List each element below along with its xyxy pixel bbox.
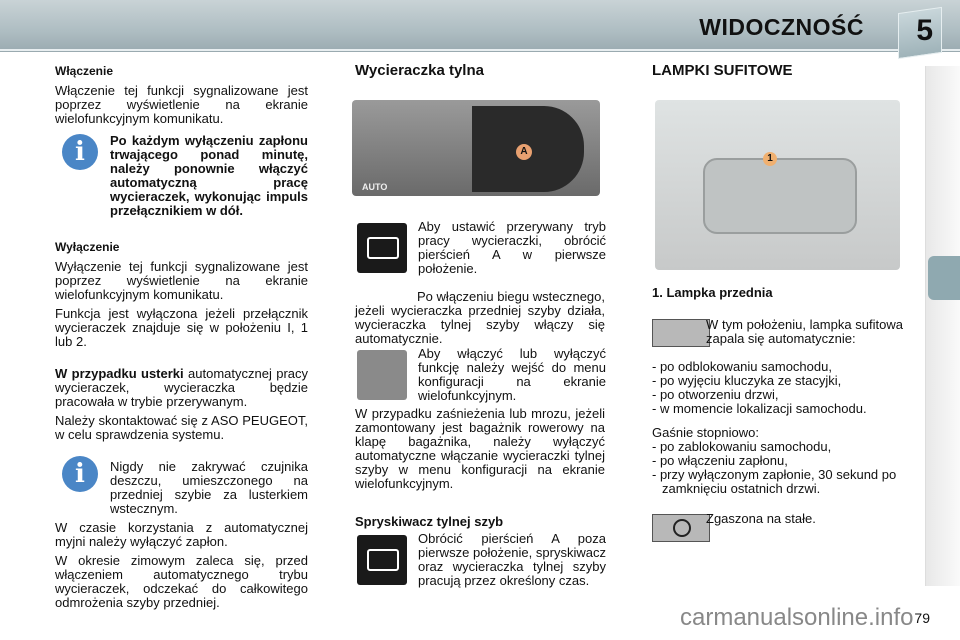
reverse-text: Po włączeniu biegu wstecznego, jeżeli wycieraczka przedniej szyby działa, wycieraczka tylnej szyby włączy się automatycznie. <box>355 289 605 346</box>
callout-1: 1 <box>763 152 777 166</box>
item-1-label: 1. Lampka przednia <box>652 285 773 300</box>
list-item: - po otworzeniu drzwi, <box>652 387 779 402</box>
list-item: - po odblokowaniu samochodu, <box>652 359 832 374</box>
intermittent-text: Aby ustawić przerywany tryb pracy wycieraczki, obrócić pierścień A w pierwsze położenie. <box>418 219 606 276</box>
info-icon: i <box>62 134 98 170</box>
page-number: 79 <box>914 610 930 626</box>
list-item: - po wyjęciu kluczyka ze stacyjki, <box>652 373 842 388</box>
auto-label: AUTO <box>362 182 388 192</box>
header-divider <box>0 49 960 51</box>
on-text: Włączenie tej funkcji sygnalizowane jest poprzez wyświetlenie na ekranie wielofunkcyjnym komunikatu. <box>55 83 308 126</box>
chapter-number: 5 <box>916 14 933 47</box>
on-list <box>652 360 907 496</box>
page-header <box>0 0 960 52</box>
snow-block <box>355 407 605 529</box>
on-heading: Włączenie <box>55 64 114 78</box>
active-chapter-tab[interactable] <box>928 256 960 300</box>
config-text: Aby włączyć lub wyłączyć funkcję należy wejść do menu konfiguracji na ekranie wielofunkcyjnym. <box>418 346 606 403</box>
washer-title: Spryskiwacz tylnej szyb <box>355 514 504 529</box>
fade-heading: Gaśnie stopniowo: <box>652 425 759 440</box>
off-position-icon <box>652 514 710 542</box>
snow-text: W przypadku zaśnieżenia lub mrozu, jeżeli zamontowany jest bagażnik rowerowy na klapę bagażnika, należy wyłączyć automatyczne włączanie wycieraczki tylnej szyby w menu konfiguracji na ekranie wielofunkcyjnym. <box>355 406 605 491</box>
section-title-rear-wiper: Wycieraczka tylna <box>355 62 484 79</box>
right-column <box>652 64 902 78</box>
note-restart: Po każdym wyłączeniu zapłonu trwającego ponad minutę, należy ponownie włączyć automatyczną pracę wycieraczek, wykonując impuls przełącznikiem w dół. <box>110 133 308 218</box>
contact-text: Należy skontaktować się z ASO PEUGEOT, w celu sprawdzenia systemu. <box>55 413 308 442</box>
reverse-block <box>355 290 605 351</box>
winter-text: W okresie zimowym zaleca się, przed włączeniem automatycznego trybu wycieraczek, odczekać do całkowitego odmrożenia szyby przedniej. <box>55 553 308 610</box>
watermark: carmanualsonline.info <box>680 604 914 631</box>
note-sensor: Nigdy nie zakrywać czujnika deszczu, umieszczonego na przedniej szybie za lusterkiem wstecznym. <box>110 459 308 516</box>
rear-wiper-icon <box>357 223 407 273</box>
auto-text: W tym położeniu, lampka sufitowa zapala się automatycznie: <box>706 317 903 346</box>
info-icon: i <box>62 456 98 492</box>
washer-block <box>418 532 606 593</box>
list-item: - po zablokowaniu samochodu, <box>652 439 832 454</box>
list-item: - przy wyłączonym zapłonie, 30 sekund po zamknięciu ostatnich drzwi. <box>652 467 897 496</box>
intermittent-block <box>418 220 606 281</box>
off-text-2: Funkcja jest wyłączona jeżeli przełącznik wycieraczek znajduje się w położeniu I, 1 lub 2. <box>55 306 308 349</box>
off-text: Zgaszona na stałe. <box>706 511 816 526</box>
section-title-ceiling-lamps: LAMPKI SUFITOWE <box>652 62 793 79</box>
list-item: - po włączeniu zapłonu, <box>652 453 788 468</box>
circle-icon <box>673 519 691 537</box>
lamp-unit <box>703 158 857 234</box>
config-block <box>418 347 606 408</box>
config-menu-icon <box>357 350 407 400</box>
off-text: Wyłączenie tej funkcji sygnalizowane jest poprzez wyświetlenie na ekranie wielofunkcyjnym komunikatu. <box>55 259 308 302</box>
off-heading: Wyłączenie <box>55 240 120 254</box>
ring-a-label: A <box>516 144 532 160</box>
list-item: - w momencie lokalizacji samochodu. <box>652 401 867 416</box>
ceiling-lamp-photo <box>655 100 900 270</box>
wiper-stalk-photo <box>352 100 600 196</box>
carwash-text: W czasie korzystania z automatycznej myjni należy wyłączyć zapłon. <box>55 520 308 549</box>
fault-text: W przypadku usterki automatycznej pracy wycieraczek, wycieraczka będzie pracowała w trybie przerywanym. <box>55 366 308 409</box>
door-lamp-icon <box>652 319 710 347</box>
auto-block <box>706 318 903 351</box>
chapter-tabs[interactable] <box>925 66 960 586</box>
page-title: WIDOCZNOŚĆ <box>699 14 864 40</box>
rear-washer-icon <box>357 535 407 585</box>
washer-text: Obrócić pierścień A poza pierwsze położenie, spryskiwacz oraz wycieraczka tylnej szyby pracują przez określony czas. <box>418 531 606 588</box>
middle-column <box>355 64 605 78</box>
